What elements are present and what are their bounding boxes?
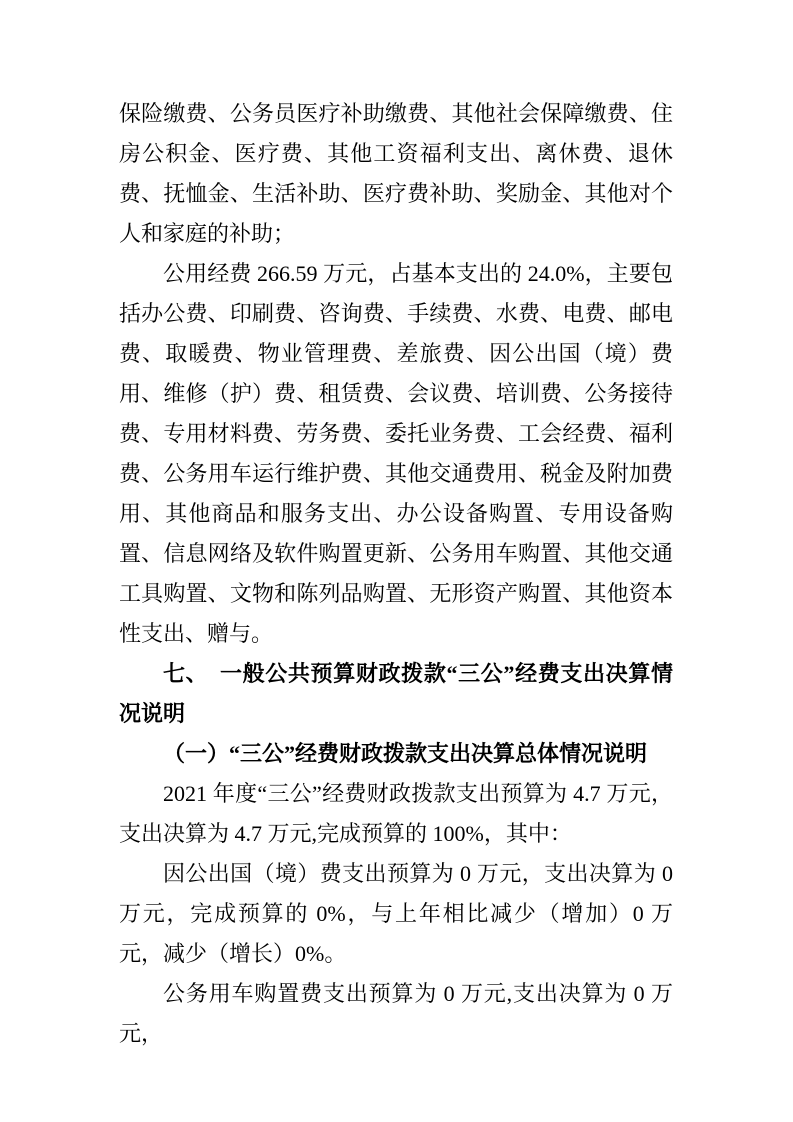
paragraph-overseas-travel-expense: 因公出国（境）费支出预算为 0 万元，支出决算为 0 万元，完成预算的 0%，与上年相比减少（增加）0 万元，减少（增长）0%。	[119, 861, 673, 966]
paragraph-2021-three-public-budget: 2021 年度“三公”经费财政拨款支出预算为 4.7 万元，支出决算为 4.7 万元,完成预算的 100%，其中：	[119, 781, 673, 846]
paragraph-welfare-expense-items: 保险缴费、公务员医疗补助缴费、其他社会保障缴费、住房公积金、医疗费、其他工资福利支出、离休费、退休费、抚恤金、生活补助、医疗费补助、奖励金、其他对个人和家庭的补助；	[119, 101, 673, 246]
heading-subsection-one-overall-situation: （一）“三公”经费财政拨款支出决算总体情况说明	[163, 741, 648, 766]
paragraph-public-operating-funds: 公用经费 266.59 万元，占基本支出的 24.0%，主要包括办公费、印刷费、咨询费、手续费、水费、电费、邮电费、取暖费、物业管理费、差旅费、因公出国（境）费用、维修（护）费、租赁费、会议费、培训费、公务接待费、专用材料费、劳务费、委托业务费、工会经费、福利费、公务用车运行维护费、其他交通费用、税金及附加费用、其他商品和服务支出、办公设备购置、专用设备购置、信息网络及软件购置更新、公务用车购置、其他交通工具购置、文物和陈列品购置、无形资产购置、其他资本性支出、赠与。	[119, 261, 673, 646]
heading-section-seven-three-public-funds: 七、 一般公共预算财政拨款“三公”经费支出决算情况说明	[119, 661, 673, 726]
paragraph-official-vehicle-purchase: 公务用车购置费支出预算为 0 万元,支出决算为 0 万元，	[119, 981, 673, 1046]
